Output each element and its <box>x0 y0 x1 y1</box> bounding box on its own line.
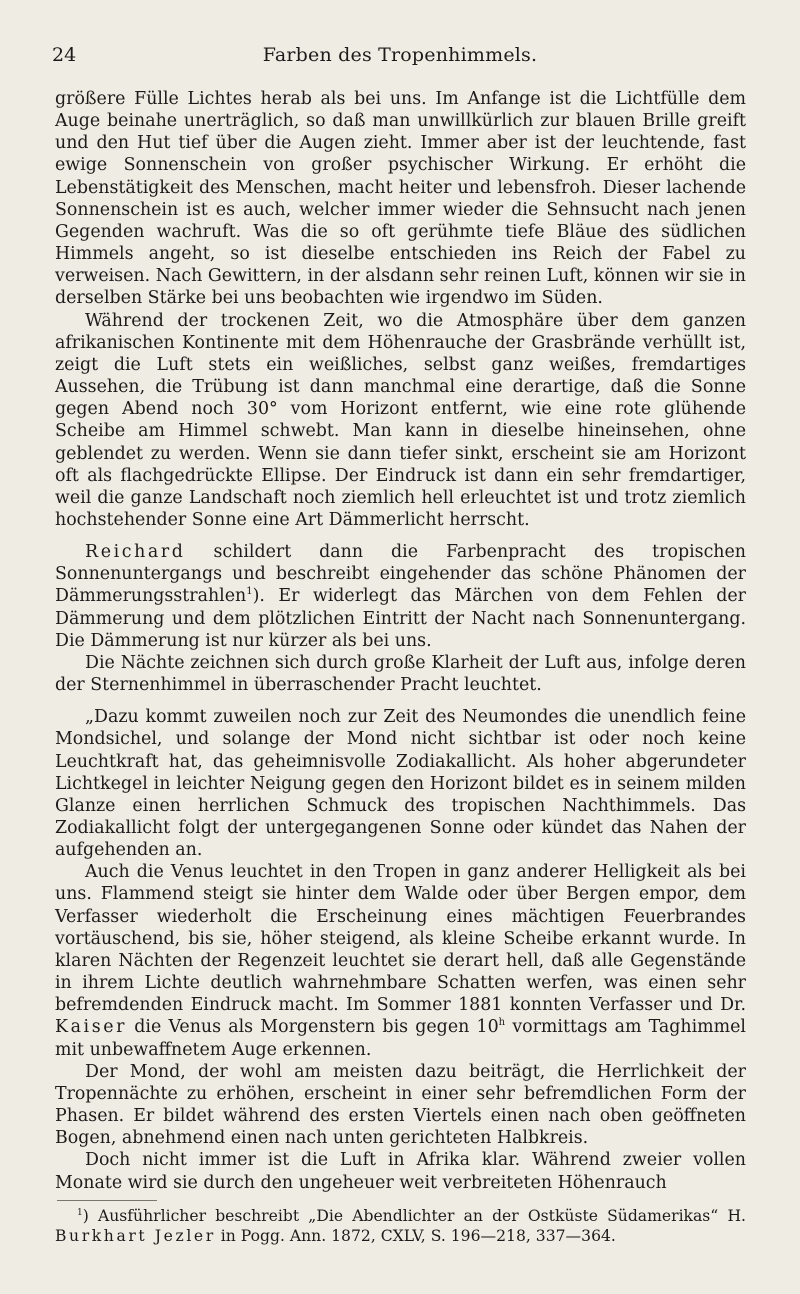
footnote-text-b: in Pogg. Ann. 1872, CXLV, S. 196—218, 337—364. <box>215 1227 616 1245</box>
paragraph-6-text-a: Auch die Venus leuchtet in den Tropen in ganz anderer Helligkeit als bei uns. Flammend steigt sie hinter dem Walde oder über Bergen empor, dem Verfasser wiederholt die Erscheinung eines mächtigen Feuerbrandes vortäuschend, bis sie, höher steigend, als kleine Scheibe erkannt wurde. In klaren Nächten der Regenzeit leuchtet sie derart hell, daß alle Gegenstände in ihrem Lichte deutlich wahrnehmbare Schatten werfen, was einen sehr befremdenden Eindruck macht. Im Sommer 1881 konnten Verfasser und Dr. <box>55 862 746 1016</box>
paragraph-1: größere Fülle Lichtes herab als bei uns. Im Anfange ist die Lichtfülle dem Auge beinahe unerträglich, so daß man unwillkürlich zur blauen Brille greift und den Hut tief über die Augen zieht. Immer aber ist der leuchtende, fast ewige Sonnenschein von großer psychischer Wirkung. Er erhöht die Lebenstätigkeit des Menschen, macht heiter und lebensfroh. Dieser lachende Sonnenschein ist es auch, welcher immer wieder die Sehnsucht nach jenen Gegenden wachruft. Was die so oft gerühmte tiefe Bläue des südlichen Himmels angeht, so ist dieselbe entschieden ins Reich der Fabel zu verweisen. Nach Gewittern, in der alsdann sehr reinen Luft, können wir sie in derselben Stärke bei uns beobachten wie irgendwo im Süden. <box>55 89 746 309</box>
paragraph-8: Doch nicht immer ist die Luft in Afrika klar. Während zweier vollen Monate wird sie durch den ungeheuer weit verbreiteten Höhenrauch <box>55 1150 746 1193</box>
paragraph-6-text-b: die Venus als Morgenstern bis gegen 10 <box>127 1017 499 1038</box>
paragraph-7: Der Mond, der wohl am meisten dazu beiträgt, die Herrlichkeit der Tropennächte zu erhöhen, erscheint in einer sehr befremdlichen Form der Phasen. Er bildet während des ersten Viertels einen nach oben geöffneten Bogen, abnehmend einen nach unten gerichteten Halbkreis. <box>55 1061 746 1149</box>
page-header <box>52 44 748 74</box>
paragraph-5: „Dazu kommt zuweilen noch zur Zeit des Neumondes die unendlich feine Mondsichel, und solange der Mond nicht sichtbar ist oder noch keine Leuchtkraft hat, das geheimnisvolle Zodiakallicht. Als hoher abgerundeter Lichtkegel in leichter Neigung gegen den Horizont bildet es in seinem milden Glanze einen herrlichen Schmuck des tropischen Nachthimmels. Das Zodiakallicht folgt der untergegangenen Sonne oder kündet das Nahen der aufgehenden an. <box>55 707 746 861</box>
paragraph-3-text-a: schildert dann die Farbenpracht des tropischen Sonnenuntergangs und beschreibt eingehender das schöne Phänomen der Dämmerungsstrahlen <box>55 542 746 607</box>
paragraph-6-text-c: vormittags am Taghimmel mit unbewaffnetem Auge erkennen. <box>55 1017 746 1060</box>
footnote-reference: 1 <box>246 586 253 598</box>
paragraph-2: Während der trockenen Zeit, wo die Atmosphäre über dem ganzen afrikanischen Kontinente mit dem Höhenrauche der Grasbrände verhüllt ist, zeigt die Luft stets ein weißliches, selbst ganz weißes, fremdartiges Aussehen, die Trübung ist dann manchmal eine derartige, daß die Sonne gegen Abend noch 30° vom Horizont entfernt, wie eine rote glühende Scheibe am Himmel schwebt. Man kann in dieselbe hineinsehen, ohne geblendet zu werden. Wenn sie dann tiefer sinkt, erscheint sie am Horizont oft als flachgedrückte Ellipse. Der Eindruck ist dann ein sehr fremdartiger, weil die ganze Landschaft noch ziemlich hell erleuchtet ist und trotz ziemlich hochstehender Sonne eine Art Dämmerlicht herrscht. <box>55 310 746 530</box>
paragraph-3 <box>55 541 746 652</box>
footnote <box>55 1206 746 1246</box>
body-text <box>55 88 746 1194</box>
paragraph-6 <box>55 861 746 1060</box>
author-name-reichard: Reichard <box>85 542 186 563</box>
hour-superscript: h <box>498 1017 506 1029</box>
running-title: Farben des Tropenhimmels. <box>262 44 538 66</box>
paragraph-3-text-b: ). Er widerlegt das Märchen von dem Fehlen der Dämmerung und dem plötzlichen Eintritt der Nacht nach Sonnenuntergang. Die Dämmerung ist nur kürzer als bei uns. <box>55 586 746 651</box>
footnote-divider <box>57 1200 157 1201</box>
footnote-author-name: Burkhart Jezler <box>55 1227 216 1245</box>
footnote-text-a: ) Ausführlicher beschreibt „Die Abendlichter an der Ostküste Südamerikas“ H. <box>82 1207 746 1225</box>
page-number: 24 <box>52 44 77 66</box>
author-name-kaiser: Kaiser <box>55 1017 128 1038</box>
paragraph-4: Die Nächte zeichnen sich durch große Klarheit der Luft aus, infolge deren der Sternenhimmel in überraschender Pracht leuchtet. <box>55 652 746 696</box>
footnote-mark: 1 <box>77 1208 83 1218</box>
